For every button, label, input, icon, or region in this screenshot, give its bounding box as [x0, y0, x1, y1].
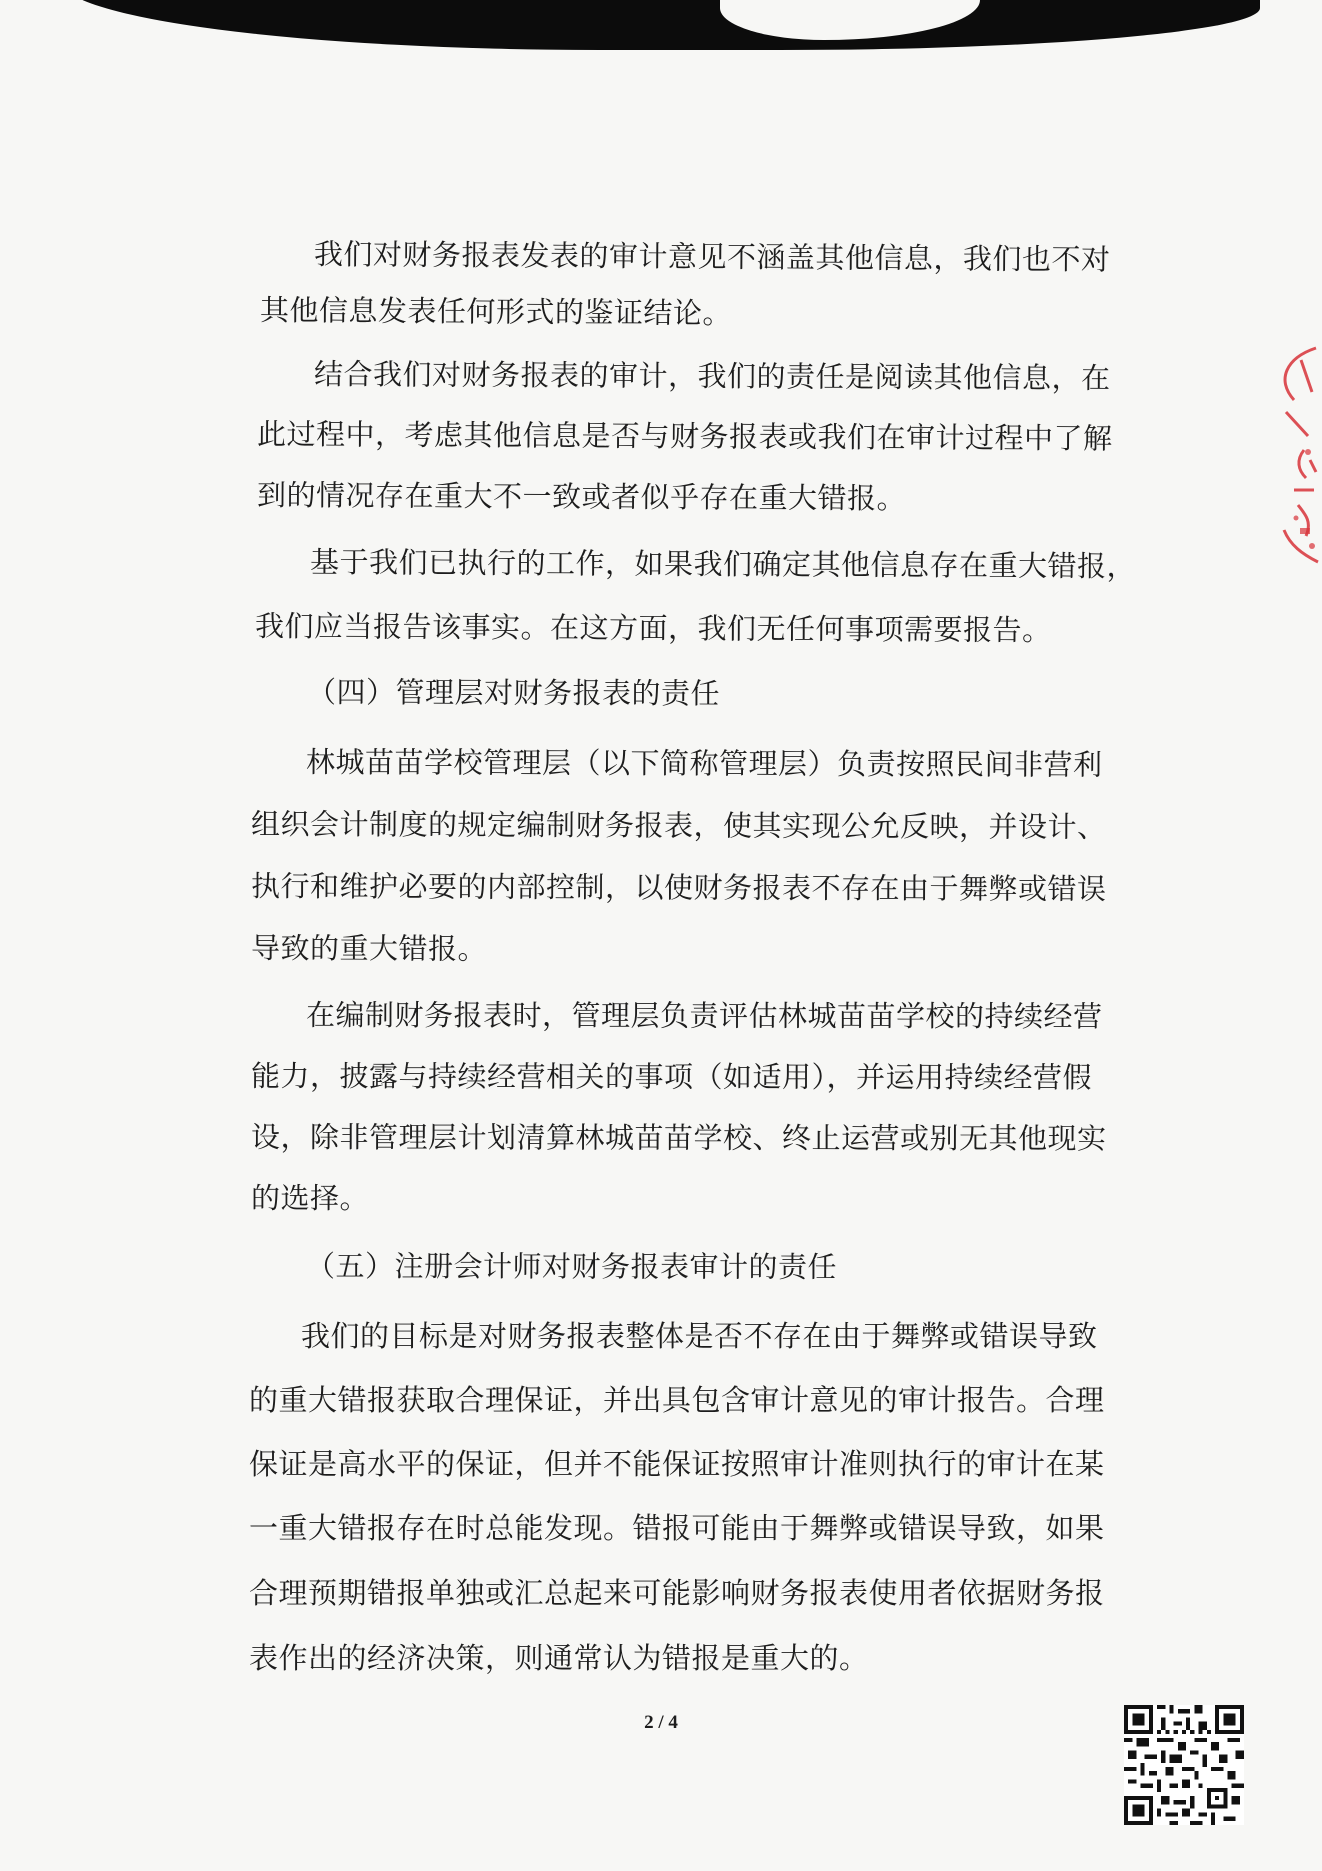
qr-code: [1124, 1705, 1244, 1825]
body-text-line: 其他信息发表任何形式的鉴证结论。: [259, 293, 733, 331]
body-text-line: 合理预期错报单独或汇总起来可能影响财务报表使用者依据财务报: [249, 1576, 1105, 1610]
body-text-line: 保证是高水平的保证，但并不能保证按照审计准则执行的审计在某: [249, 1447, 1105, 1481]
page-number: 2 / 4: [644, 1712, 678, 1733]
body-text-line: 基于我们已执行的工作，如果我们确定其他信息存在重大错报，: [309, 545, 1137, 584]
body-text-line: 我们应当报告该事实。在这方面，我们无任何事项需要报告。: [254, 609, 1052, 648]
body-text-line: 能力，披露与持续经营相关的事项（如适用），并运用持续经营假: [250, 1059, 1093, 1095]
body-text-line: 导致的重大错报。: [250, 931, 488, 966]
section-heading: （四）管理层对财务报表的责任: [306, 675, 721, 711]
body-text-line: 到的情况存在重大不一致或者似乎存在重大错报。: [256, 478, 907, 516]
body-text-line: 我们对财务报表发表的审计意见不涵盖其他信息，我们也不对: [313, 237, 1111, 277]
section-heading: （五）注册会计师对财务报表审计的责任: [305, 1249, 838, 1284]
seal-stamp-fragment: [1246, 340, 1322, 570]
body-text-line: 的重大错报获取合理保证，并出具包含审计意见的审计报告。合理: [249, 1383, 1105, 1417]
body-text-line: 执行和维护必要的内部控制，以使财务报表不存在由于舞弊或错误: [250, 869, 1107, 906]
body-text-line: 组织会计制度的规定编制财务报表，使其实现公允反映，并设计、: [250, 807, 1107, 844]
body-text-line: 我们的目标是对财务报表整体是否不存在由于舞弊或错误导致: [301, 1319, 1098, 1353]
body-text-line: 林城苗苗学校管理层（以下简称管理层）负责按照民间非营利: [305, 745, 1103, 782]
body-text-line: 表作出的经济决策，则通常认为错报是重大的。: [249, 1641, 869, 1675]
body-text-line: 一重大错报存在时总能发现。错报可能由于舞弊或错误导致，如果: [249, 1511, 1105, 1545]
body-text-line: 的选择。: [250, 1181, 370, 1216]
body-text-line: 结合我们对财务报表的审计，我们的责任是阅读其他信息，在: [313, 357, 1111, 396]
body-text-line: 在编制财务报表时，管理层负责评估林城苗苗学校的持续经营: [305, 998, 1103, 1034]
body-text-line: 设，除非管理层计划清算林城苗苗学校、终止运营或别无其他现实: [250, 1120, 1107, 1156]
body-text-line: 此过程中，考虑其他信息是否与财务报表或我们在审计过程中了解: [256, 417, 1113, 456]
